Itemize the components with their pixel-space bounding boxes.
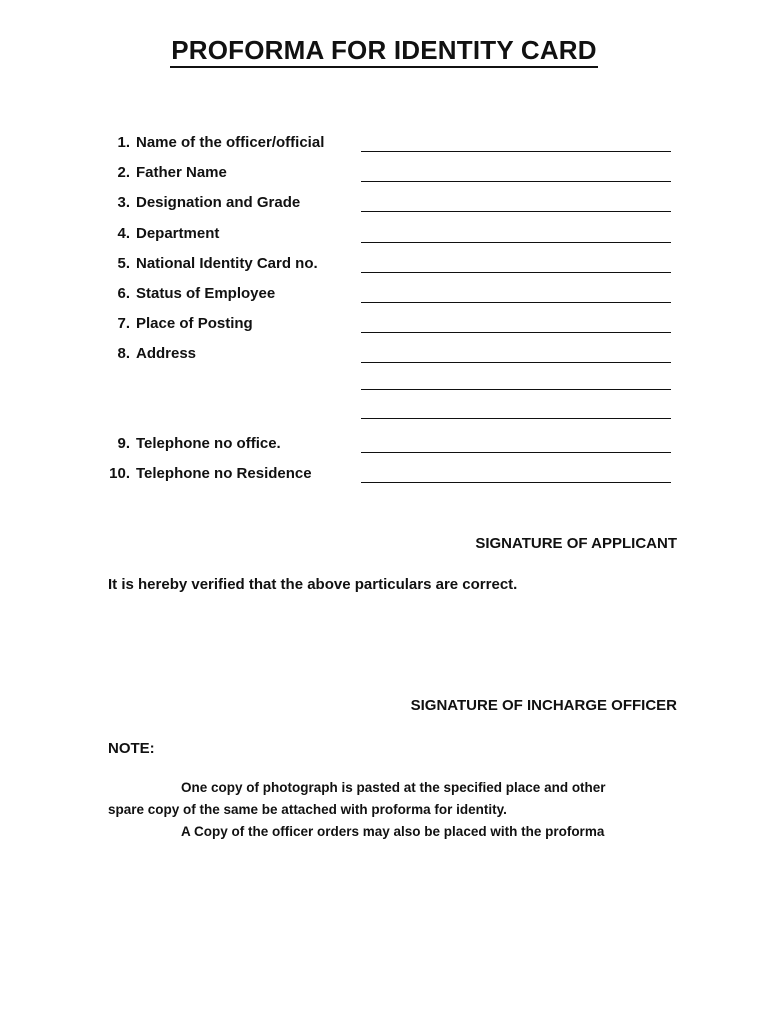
field-number: 10. xyxy=(109,465,130,482)
field-blank-line[interactable] xyxy=(361,482,671,483)
field-row-designation xyxy=(0,192,768,216)
field-blank-line[interactable] xyxy=(361,302,671,303)
field-number: 8. xyxy=(117,345,130,362)
field-label: Telephone no office. xyxy=(136,435,281,452)
note-line-text: One copy of photograph is pasted at the specified place and other xyxy=(181,780,606,795)
field-label: Designation and Grade xyxy=(136,194,301,211)
field-number: 6. xyxy=(117,285,130,302)
field-blank-line[interactable] xyxy=(361,151,671,152)
field-row-address xyxy=(0,343,768,367)
field-blank-line[interactable] xyxy=(361,272,671,273)
field-number: 2. xyxy=(117,164,130,181)
field-blank-line[interactable] xyxy=(361,332,671,333)
field-row-telephone-residence xyxy=(0,463,768,487)
field-blank-line[interactable] xyxy=(361,452,671,453)
field-row-telephone-office xyxy=(0,433,768,457)
field-number: 3. xyxy=(117,194,130,211)
field-row-place-of-posting xyxy=(0,313,768,337)
field-number: 4. xyxy=(117,225,130,242)
note-line-text: spare copy of the same be attached with proforma for identity. xyxy=(108,802,507,817)
note-line xyxy=(108,777,678,799)
field-blank-line[interactable] xyxy=(361,181,671,182)
verification-text: It is hereby verified that the above particulars are correct. xyxy=(108,576,518,593)
address-blank-line-3[interactable] xyxy=(361,418,671,419)
field-label: Department xyxy=(136,225,220,242)
page-title xyxy=(0,34,768,68)
signature-applicant-label: SIGNATURE OF APPLICANT xyxy=(475,535,677,552)
note-line xyxy=(108,821,678,843)
field-blank-line[interactable] xyxy=(361,362,671,363)
field-row-status xyxy=(0,283,768,307)
note-heading: NOTE: xyxy=(108,740,155,757)
signature-incharge-label: SIGNATURE OF INCHARGE OFFICER xyxy=(410,697,677,714)
page-title-text: PROFORMA FOR IDENTITY CARD xyxy=(170,34,598,68)
address-blank-line-2[interactable] xyxy=(361,389,671,390)
field-number: 7. xyxy=(117,315,130,332)
field-row-nic xyxy=(0,253,768,277)
field-row-department xyxy=(0,223,768,247)
field-label: Place of Posting xyxy=(136,315,253,332)
field-number: 1. xyxy=(117,134,130,151)
field-label: Name of the officer/official xyxy=(136,134,325,151)
note-body xyxy=(108,777,678,843)
field-blank-line[interactable] xyxy=(361,242,671,243)
field-label: National Identity Card no. xyxy=(136,255,318,272)
field-number: 5. xyxy=(117,255,130,272)
field-label: Address xyxy=(136,345,197,362)
field-blank-line[interactable] xyxy=(361,211,671,212)
field-label: Status of Employee xyxy=(136,285,276,302)
field-label: Father Name xyxy=(136,164,227,181)
field-number: 9. xyxy=(117,435,130,452)
field-row-father-name xyxy=(0,162,768,186)
note-line xyxy=(108,799,678,821)
field-label: Telephone no Residence xyxy=(136,465,312,482)
note-line-text: A Copy of the officer orders may also be placed with the proforma xyxy=(181,824,605,839)
field-row-name xyxy=(0,132,768,156)
